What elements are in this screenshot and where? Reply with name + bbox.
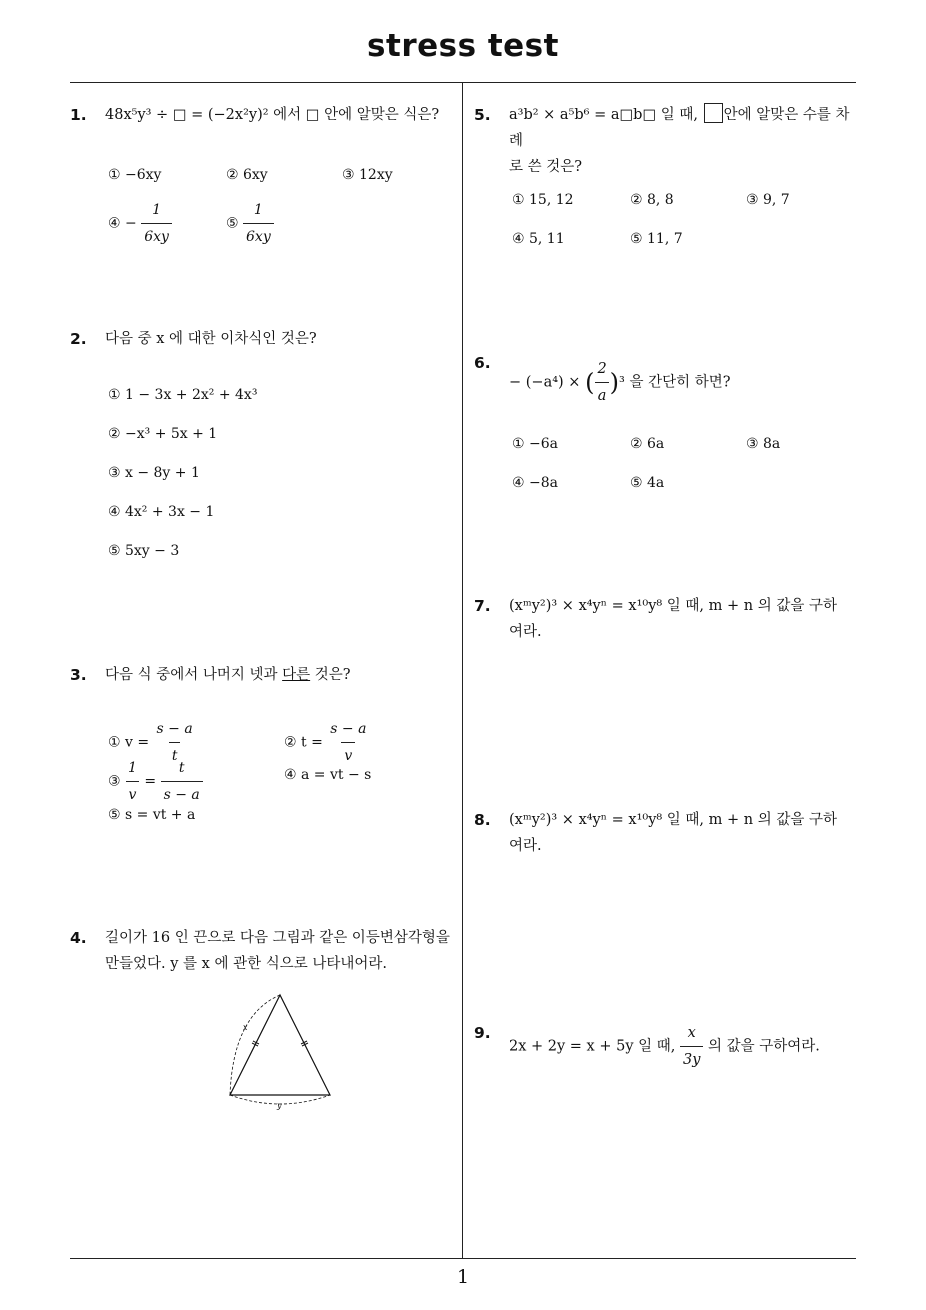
question-text bbox=[105, 925, 460, 977]
numerator: s − a bbox=[156, 721, 193, 737]
page-number: 1 bbox=[456, 1266, 470, 1288]
text-line-2: 여라. bbox=[509, 624, 542, 640]
option-1: ① −6a bbox=[512, 436, 558, 452]
option-3: ③ 9, 7 bbox=[746, 192, 790, 208]
text-line-1: (xᵐy²)³ × x⁴yⁿ = x¹⁰y⁸ 일 때, m + n 의 값을 구하 bbox=[509, 812, 837, 828]
top-rule bbox=[70, 82, 856, 83]
question-text: 다음 중 x 에 대한 이차식인 것은? bbox=[105, 331, 317, 347]
numerator: 1 bbox=[152, 202, 161, 218]
denominator: v bbox=[341, 742, 355, 769]
option-4: ④ 4x² + 3x − 1 bbox=[108, 504, 215, 520]
denominator: t bbox=[169, 742, 181, 769]
question-text bbox=[509, 356, 859, 409]
text-line-2: 만들었다. y 를 x 에 관한 식으로 나타내어라. bbox=[105, 956, 387, 972]
denominator: v bbox=[126, 781, 140, 808]
question-5 bbox=[474, 102, 859, 252]
fraction bbox=[125, 755, 140, 808]
paren: ( bbox=[585, 368, 595, 397]
text-line-2: 여라. bbox=[509, 838, 542, 854]
text-part: 것은? bbox=[310, 667, 351, 683]
question-text bbox=[509, 807, 859, 859]
option-2-label: ② t = bbox=[284, 734, 323, 751]
text-part: 2x + 2y = x + 5y 일 때, bbox=[509, 1038, 676, 1055]
option-1-label: ① v = bbox=[108, 734, 150, 751]
paren: ) bbox=[609, 368, 620, 397]
option-1: ① −6xy bbox=[108, 167, 162, 183]
text-part: − (−a⁴) × bbox=[509, 374, 581, 391]
denominator: s − a bbox=[161, 781, 203, 808]
fraction bbox=[161, 755, 203, 808]
question-2 bbox=[70, 326, 455, 566]
question-text bbox=[105, 662, 455, 688]
option-1: ① 15, 12 bbox=[512, 192, 574, 208]
question-text: 48x⁵y³ ÷ □ = (−2x²y)² 에서 □ 안에 알맞은 식은? bbox=[105, 107, 440, 123]
text-part: 다음 식 중에서 나머지 넷과 bbox=[105, 667, 283, 683]
option-3 bbox=[108, 755, 203, 808]
question-number: 5. bbox=[474, 106, 491, 124]
question-number: 9. bbox=[474, 1024, 491, 1042]
option-4: ④ −8a bbox=[512, 475, 558, 491]
numerator: 1 bbox=[253, 202, 263, 218]
denominator: a bbox=[595, 382, 610, 409]
text-line-1: (xᵐy²)³ × x⁴yⁿ = x¹⁰y⁸ 일 때, m + n 의 값을 구하 bbox=[509, 598, 837, 614]
option-4: ④ a = vt − s bbox=[284, 767, 372, 783]
numerator: t bbox=[178, 760, 185, 776]
option-4: ④ 5, 11 bbox=[512, 231, 565, 247]
question-number: 7. bbox=[474, 597, 491, 615]
isosceles-triangle-figure bbox=[225, 990, 335, 1112]
answer-box bbox=[704, 103, 723, 123]
equals-sign: = bbox=[144, 773, 157, 790]
question-number: 2. bbox=[70, 330, 87, 348]
question-text bbox=[509, 102, 859, 180]
option-5: ⑤ 4a bbox=[630, 475, 665, 491]
option-5-label: ⑤ bbox=[226, 215, 239, 232]
option-1: ① 1 − 3x + 2x² + 4x³ bbox=[108, 387, 258, 403]
option-4 bbox=[108, 197, 172, 250]
question-3 bbox=[70, 662, 455, 832]
option-3-label: ③ bbox=[108, 773, 121, 790]
numerator: 2 bbox=[597, 361, 607, 377]
fraction bbox=[141, 197, 172, 250]
question-6 bbox=[474, 350, 859, 500]
option-5: ⑤ 11, 7 bbox=[630, 231, 683, 247]
option-3: ③ 8a bbox=[746, 436, 781, 452]
option-2: ② 6a bbox=[630, 436, 665, 452]
denominator: 6xy bbox=[243, 223, 274, 250]
question-number: 1. bbox=[70, 106, 87, 124]
text-line-1: 길이가 16 인 끈으로 다음 그림과 같은 이등변삼각형을 bbox=[105, 930, 450, 946]
option-4-label: ④ − bbox=[108, 215, 137, 232]
denominator: 6xy bbox=[141, 223, 172, 250]
question-text bbox=[509, 1020, 859, 1073]
question-1 bbox=[70, 102, 455, 245]
question-text bbox=[509, 593, 859, 645]
text-part: ³ 을 간단히 하면? bbox=[619, 374, 731, 391]
option-5 bbox=[226, 197, 274, 250]
question-9 bbox=[474, 1020, 859, 1070]
fraction bbox=[243, 197, 274, 250]
option-3: ③ 12xy bbox=[342, 167, 393, 183]
numerator: 1 bbox=[128, 760, 137, 776]
numerator: s − a bbox=[330, 721, 367, 737]
question-8 bbox=[474, 807, 859, 867]
fraction bbox=[680, 1020, 703, 1073]
option-5: ⑤ s = vt + a bbox=[108, 807, 196, 823]
text-part: 의 값을 구하여라. bbox=[708, 1038, 820, 1055]
triangle bbox=[230, 995, 330, 1095]
bottom-rule bbox=[70, 1258, 856, 1259]
numerator: x bbox=[687, 1025, 696, 1041]
option-5: ⑤ 5xy − 3 bbox=[108, 543, 180, 559]
denominator: 3y bbox=[680, 1046, 703, 1073]
option-2: ② 8, 8 bbox=[630, 192, 674, 208]
question-number: 8. bbox=[474, 811, 491, 829]
question-number: 6. bbox=[474, 354, 491, 372]
fraction bbox=[594, 356, 609, 409]
option-2: ② 6xy bbox=[226, 167, 268, 183]
underlined-word: 다른 bbox=[282, 667, 311, 683]
text-line-2: 로 쓴 것은? bbox=[509, 159, 583, 175]
option-2: ② −x³ + 5x + 1 bbox=[108, 426, 218, 442]
question-7 bbox=[474, 593, 859, 653]
option-3: ③ x − 8y + 1 bbox=[108, 465, 200, 481]
question-number: 3. bbox=[70, 666, 87, 684]
text-part: a³b² × a⁵b⁶ = a□b□ 일 때, bbox=[509, 107, 703, 123]
question-4 bbox=[70, 925, 458, 1115]
label-y: y bbox=[277, 1101, 282, 1110]
label-x: x bbox=[243, 1023, 248, 1032]
column-divider bbox=[462, 83, 463, 1258]
text-part: 안에 알맞은 수를 차례 bbox=[509, 107, 850, 149]
page-title: stress test bbox=[367, 28, 559, 64]
question-number: 4. bbox=[70, 929, 87, 947]
